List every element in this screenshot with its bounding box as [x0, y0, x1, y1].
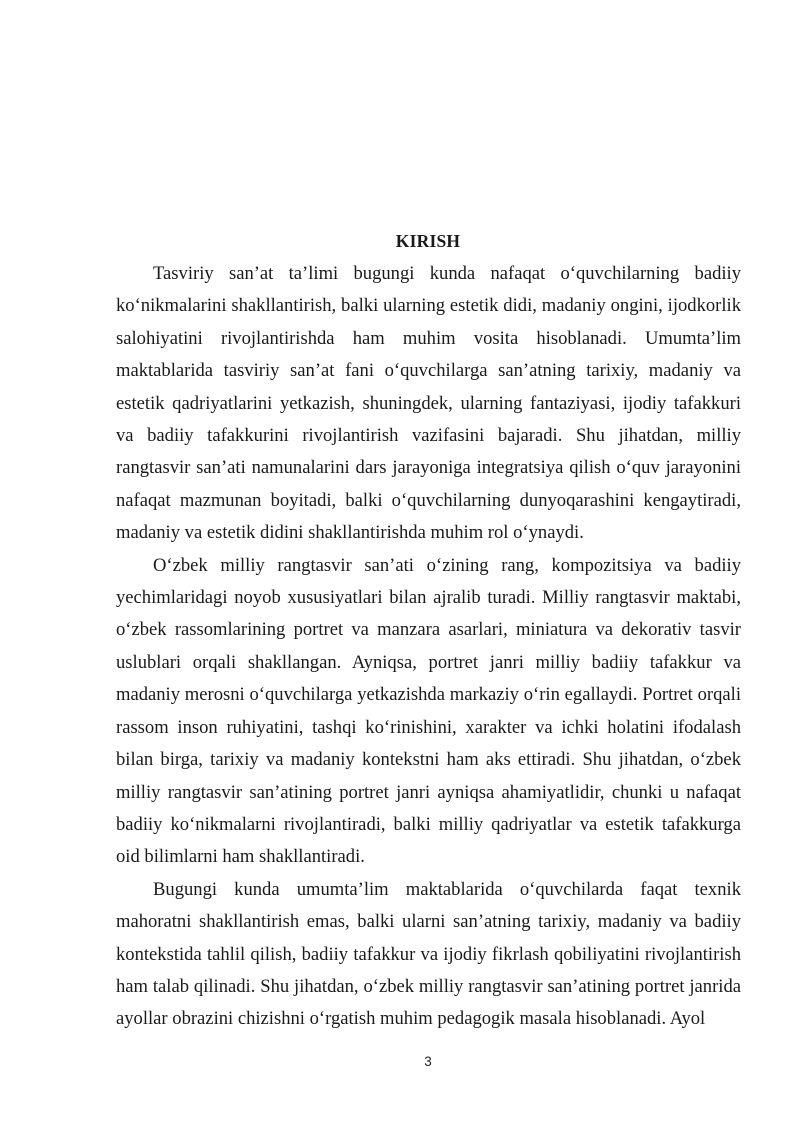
- page-number: 3: [424, 1054, 432, 1069]
- body-text: [116, 258, 741, 1036]
- paragraph-2: O‘zbek milliy rangtasvir san’ati o‘zining rang, kompozitsiya va badiiy yechimlaridagi noyob xususiyatlari bilan ajralib turadi. Milliy rangtasvir maktabi, o‘zbek rassomlarining portret va manzara asarlari, miniatura va dekorativ tasvir uslublari orqali shakllangan. Ayniqsa, portret janri milliy badiiy tafakkur va madaniy merosni o‘quvchilarga yetkazishda markaziy o‘rin egallaydi. Portret orqali rassom inson ruhiyatini, tashqi ko‘rinishini, xarakter va ichki holatini ifodalash bilan birga, tarixiy va madaniy kontekstni ham aks ettiradi. Shu jihatdan, o‘zbek milliy rangtasvir san’atining portret janri ayniqsa ahamiyatlidir, chunki u nafaqat badiiy ko‘nikmalarni rivojlantiradi, balki milliy qadriyatlar va estetik tafakkurga oid bilimlarni ham shakllantiradi.: [116, 554, 741, 868]
- section-heading: KIRISH: [395, 231, 461, 251]
- paragraph-1: Tasviriy san’at ta’limi bugungi kunda nafaqat o‘quvchilarning badiiy ko‘nikmalarini shakllantirish, balki ularning estetik didi, madaniy ongini, ijodkorlik salohiyatini rivojlantirishda ham muhim vosita hisoblanadi. Umumta’lim maktablarida tasviriy san’at fani o‘quvchilarga san’atning tarixiy, madaniy va estetik qadriyatlarini yetkazish, shuningdek, ularning fantaziyasi, ijodiy tafakkuri va badiiy tafakkurini rivojlantirish vazifasini bajaradi. Shu jihatdan, milliy rangtasvir san’ati namunalarini dars jarayoniga integratsiya qilish o‘quv jarayonini nafaqat mazmunan boyitadi, balki o‘quvchilarning dunyoqarashini kengaytiradi, madaniy va estetik didini shakllantirishda muhim rol o‘ynaydi.: [116, 263, 741, 544]
- paragraph-3: Bugungi kunda umumta’lim maktablarida o‘quvchilarda faqat texnik mahoratni shakllantirish emas, balki ularni san’atning tarixiy, madaniy va badiiy kontekstida tahlil qilish, badiiy tafakkur va ijodiy fikrlash qobiliyatini rivojlantirish ham talab qilinadi. Shu jihatdan, o‘zbek milliy rangtasvir san’atining portret janrida ayollar obrazini chizishni o‘rgatish muhim pedagogik masala hisoblanadi. Ayol: [116, 878, 741, 1030]
